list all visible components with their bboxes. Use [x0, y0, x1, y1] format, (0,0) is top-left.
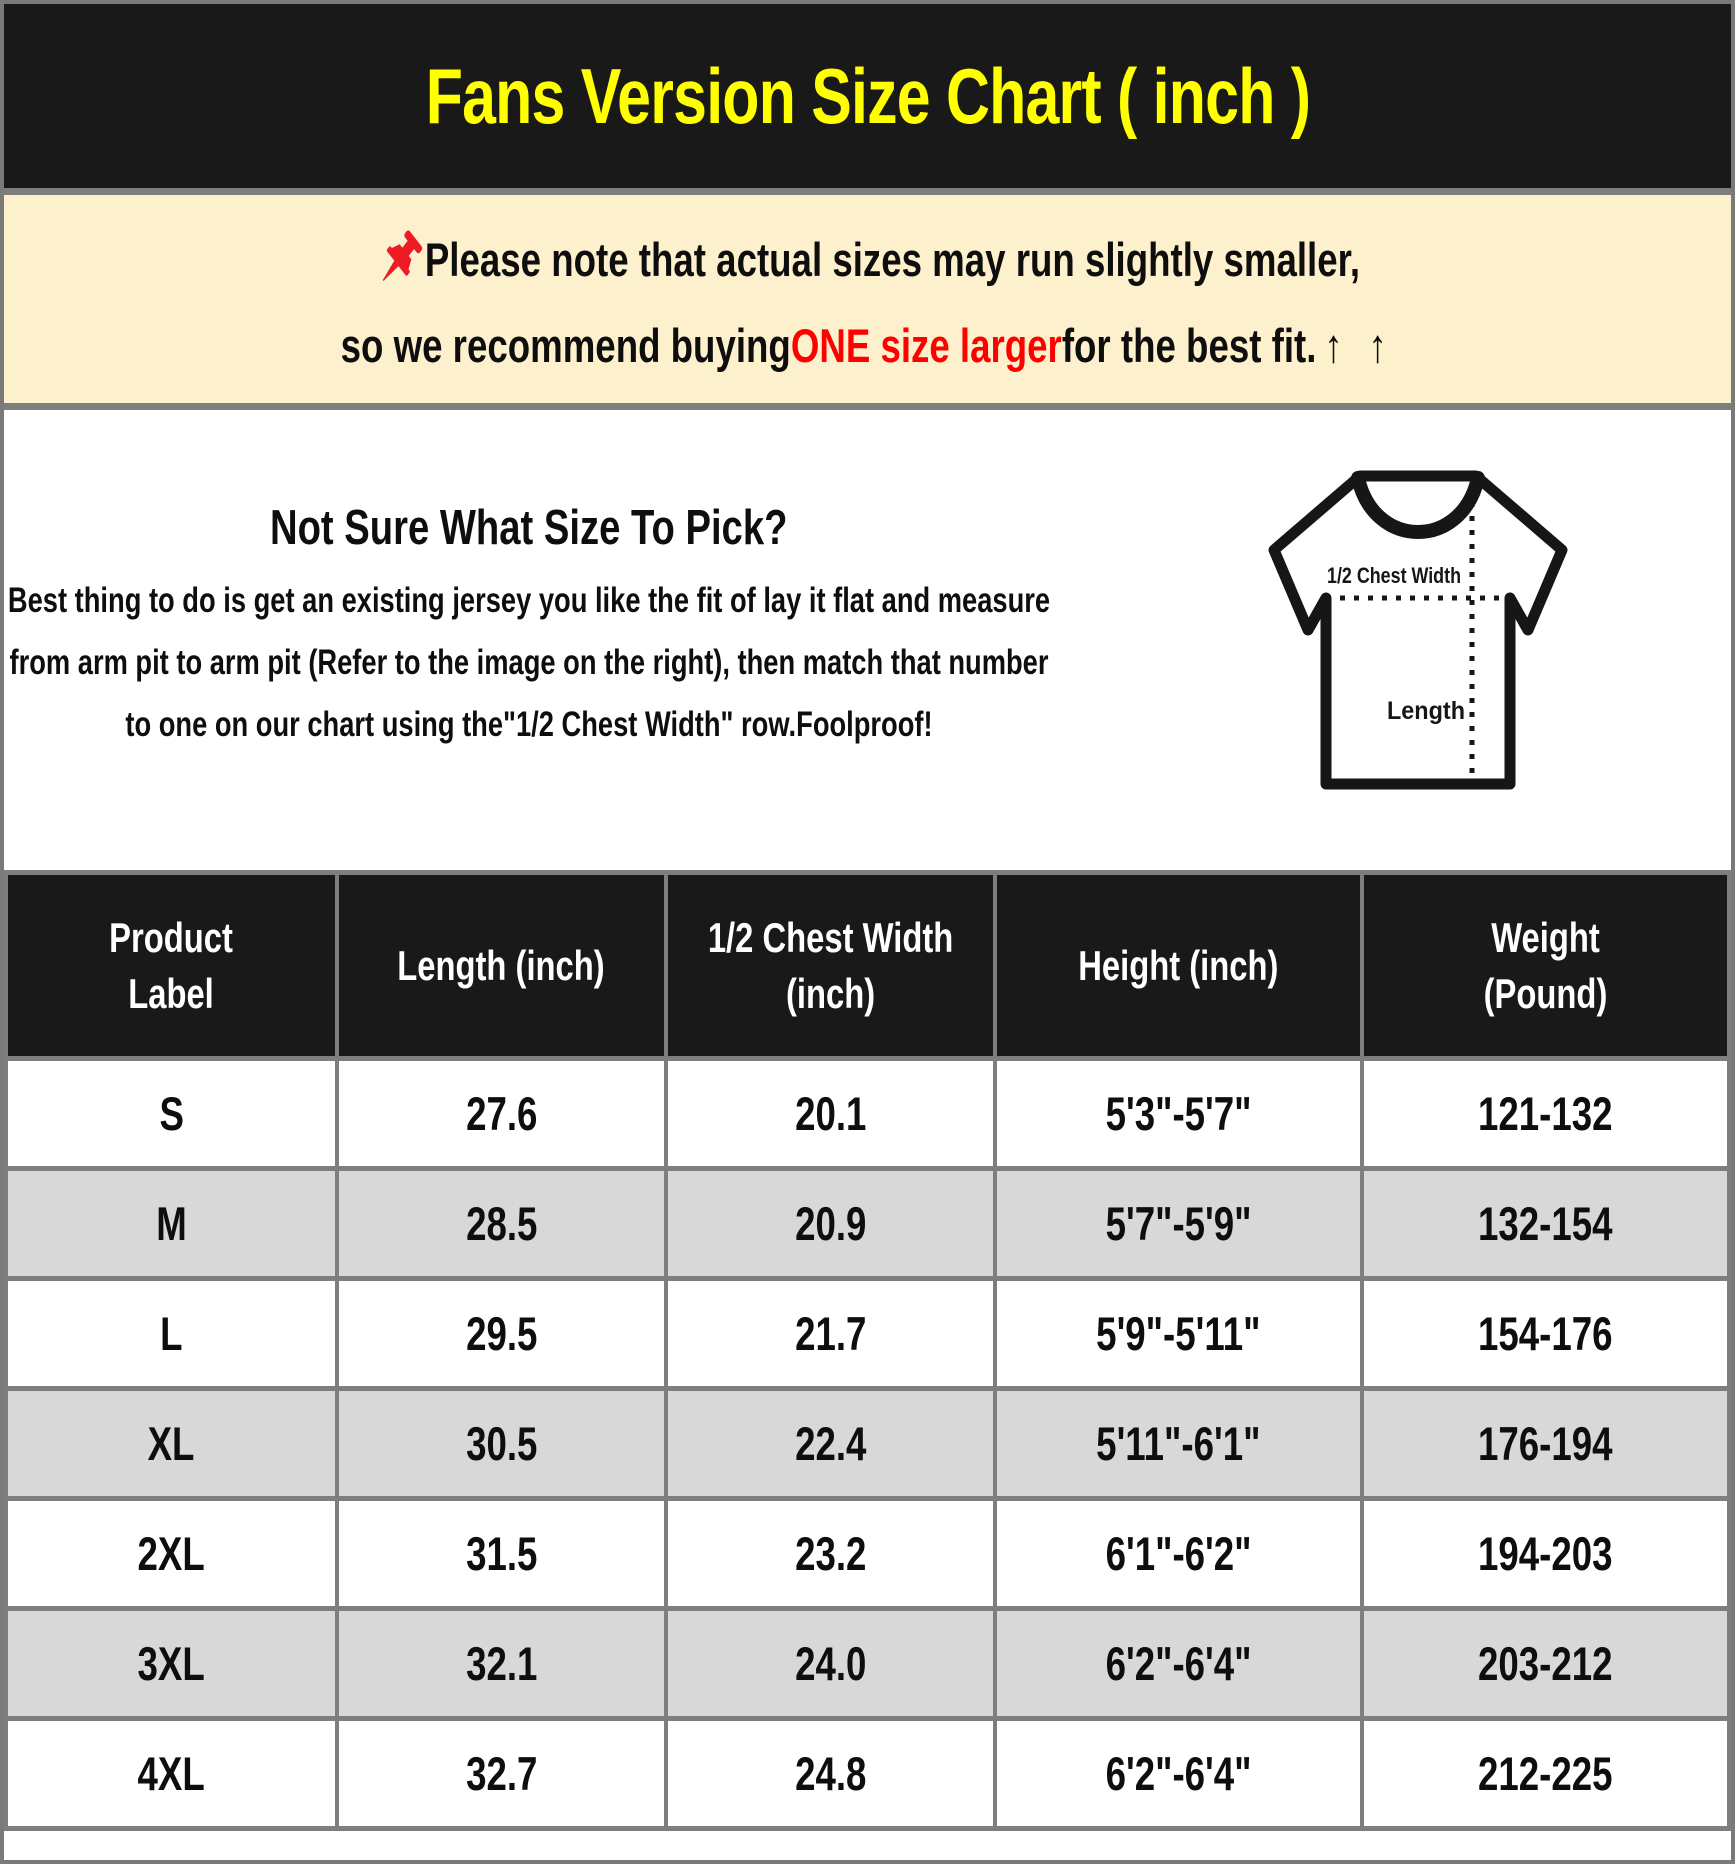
- cell-chest: 23.2: [666, 1499, 995, 1609]
- table-header-row: [6, 873, 1729, 1059]
- notice-text-1: Please note that actual sizes may run slightly smaller,: [424, 233, 1361, 286]
- cell-length: 28.5: [337, 1169, 666, 1279]
- cell-height: 5'9"-5'11": [995, 1279, 1362, 1389]
- cell-height: 6'2"-6'4": [995, 1719, 1362, 1829]
- cell-weight: 176-194: [1362, 1389, 1729, 1499]
- table-row: [6, 1279, 1729, 1389]
- cell-length: 29.5: [337, 1279, 666, 1389]
- up-arrows-icon: ↑ ↑: [1324, 318, 1395, 372]
- cell-length: 31.5: [337, 1499, 666, 1609]
- table-row: [6, 1169, 1729, 1279]
- cell-chest: 20.1: [666, 1059, 995, 1169]
- guide-paragraph: Best thing to do is get an existing jersey you like the fit of lay it flat and measure from arm pit to arm pit (Refer to the image on the right), then match that number to one on our chart using the"1/2 Chest Width" row.Foolproof!: [7, 581, 1051, 744]
- cell-weight: 121-132: [1362, 1059, 1729, 1169]
- cell-weight: 194-203: [1362, 1499, 1729, 1609]
- sizing-guide-section: [4, 410, 1731, 870]
- guide-heading: Not Sure What Size To Pick?: [270, 501, 788, 555]
- col-header-product-label: Product Label: [6, 873, 337, 1059]
- tshirt-measure-diagram: [1268, 466, 1568, 806]
- cell-length: 30.5: [337, 1389, 666, 1499]
- notice-text-2-prefix: so we recommend buying: [340, 318, 791, 372]
- page-title: Fans Version Size Chart ( inch ): [425, 51, 1310, 140]
- cell-weight: 132-154: [1362, 1169, 1729, 1279]
- title-bar: [4, 4, 1731, 188]
- cell-chest: 21.7: [666, 1279, 995, 1389]
- notice-line-2: [341, 318, 1395, 373]
- sizing-guide-text: [4, 410, 1054, 756]
- notice-highlight: ONE size larger: [790, 318, 1062, 372]
- chest-width-label: 1/2 Chest Width: [1327, 563, 1461, 588]
- cell-weight: 203-212: [1362, 1609, 1729, 1719]
- cell-size-label: 2XL: [6, 1499, 337, 1609]
- col-header-weight: Weight (Pound): [1362, 873, 1729, 1059]
- cell-weight: 212-225: [1362, 1719, 1729, 1829]
- table-row: [6, 1719, 1729, 1829]
- cell-size-label: L: [6, 1279, 337, 1389]
- cell-height: 5'11"-6'1": [995, 1389, 1362, 1499]
- cell-length: 27.6: [337, 1059, 666, 1169]
- cell-size-label: 3XL: [6, 1609, 337, 1719]
- table-row: [6, 1499, 1729, 1609]
- cell-size-label: M: [6, 1169, 337, 1279]
- pushpin-icon: [375, 226, 423, 294]
- cell-length: 32.7: [337, 1719, 666, 1829]
- table-row: [6, 1609, 1729, 1719]
- cell-chest: 24.0: [666, 1609, 995, 1719]
- cell-size-label: 4XL: [6, 1719, 337, 1829]
- cell-size-label: XL: [6, 1389, 337, 1499]
- cell-length: 32.1: [337, 1609, 666, 1719]
- cell-height: 6'1"-6'2": [995, 1499, 1362, 1609]
- notice-line-1: [375, 226, 1360, 294]
- col-header-chest-width: 1/2 Chest Width (inch): [666, 873, 995, 1059]
- cell-height: 5'3"-5'7": [995, 1059, 1362, 1169]
- col-header-height: Height (inch): [995, 873, 1362, 1059]
- cell-height: 6'2"-6'4": [995, 1609, 1362, 1719]
- cell-chest: 24.8: [666, 1719, 995, 1829]
- notice-banner: [4, 195, 1731, 403]
- cell-chest: 20.9: [666, 1169, 995, 1279]
- cell-chest: 22.4: [666, 1389, 995, 1499]
- cell-height: 5'7"-5'9": [995, 1169, 1362, 1279]
- divider: [4, 403, 1731, 410]
- cell-weight: 154-176: [1362, 1279, 1729, 1389]
- length-label: Length: [1387, 697, 1465, 725]
- tshirt-outline: [1274, 476, 1562, 784]
- divider: [4, 188, 1731, 195]
- size-chart-table: [4, 870, 1731, 1831]
- col-header-length: Length (inch): [337, 873, 666, 1059]
- cell-size-label: S: [6, 1059, 337, 1169]
- notice-text-2-suffix: for the best fit.: [1061, 318, 1317, 372]
- table-row: [6, 1059, 1729, 1169]
- table-row: [6, 1389, 1729, 1499]
